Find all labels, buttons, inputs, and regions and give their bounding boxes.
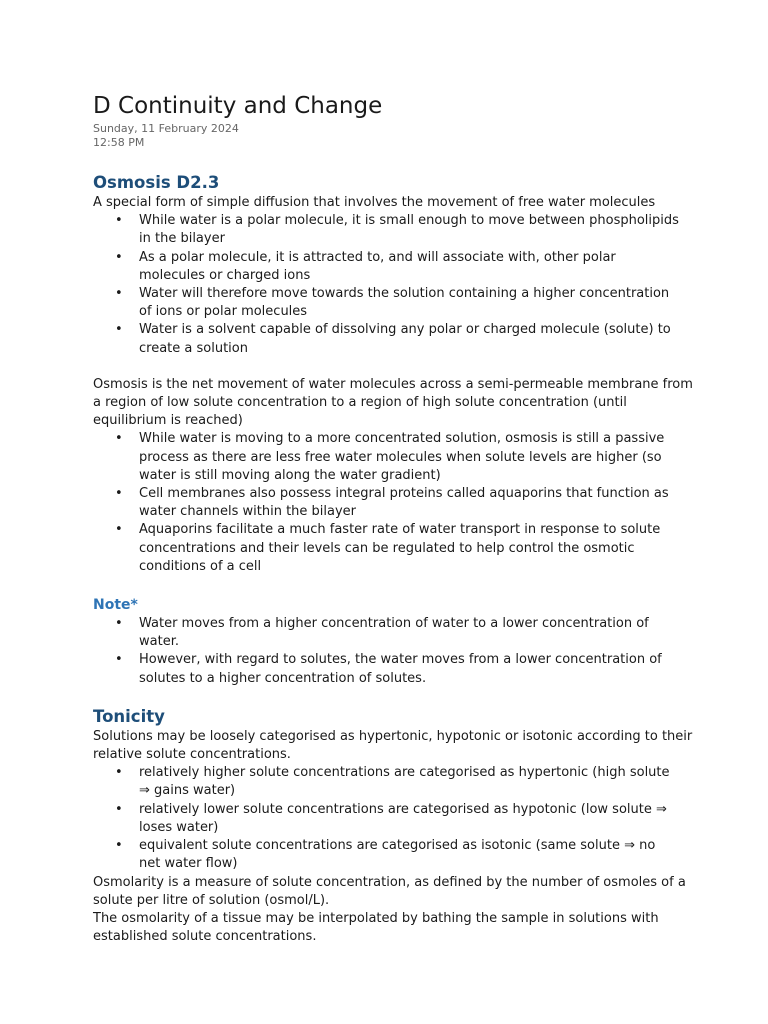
bullet-icon: • [115,322,123,338]
bullet-icon: • [115,616,123,632]
osmosis-bullet-list-2 [93,430,679,576]
list-item: • relatively higher solute concentrations are categorised as hypertonic (high solute ⇒ gains water) [115,765,670,799]
page-date: Sunday, 11 February 2024 [93,122,239,135]
list-item: • Water moves from a higher concentration of water to a lower concentration of water. [115,616,649,650]
osmosis-definition: Osmosis is the net movement of water molecules across a semi-permeable membrane from a region of low solute concentration to a region of high solute concentration (until equilibrium is reached) [93,376,693,429]
list-item: • While water is moving to a more concentrated solution, osmosis is still a passive process as there are less free water molecules when solute levels are higher (so water is still moving along the water gradient) [115,431,665,483]
list-item: • Water is a solvent capable of dissolving any polar or charged molecule (solute) to create a solution [115,322,671,356]
list-item: • As a polar molecule, it is attracted to, and will associate with, other polar molecules or charged ions [115,249,616,283]
page-time: 12:58 PM [93,136,145,149]
osmolarity-paragraph: Osmolarity is a measure of solute concentration, as defined by the number of osmoles of a solute per litre of solution (osmol/L). [93,874,686,908]
list-item: • However, with regard to solutes, the water moves from a lower concentration of solutes to a higher concentration of solutes. [115,652,662,686]
bullet-icon: • [115,652,123,668]
list-item: • While water is a polar molecule, it is small enough to move between phospholipids in the bilayer [115,213,679,247]
bullet-icon: • [115,286,123,302]
tonicity-intro: Solutions may be loosely categorised as hypertonic, hypotonic or isotonic according to their relative solute concentrations. [93,728,693,763]
bullet-icon: • [115,486,123,502]
note-bullet-list [93,615,679,688]
bullet-icon: • [115,213,123,229]
list-item: • Aquaporins facilitate a much faster rate of water transport in response to solute concentrations and their levels can be regulated to help control the osmotic conditions of a cell [115,522,661,574]
tonicity-heading: Tonicity [93,706,165,726]
list-item: • relatively lower solute concentrations are categorised as hypotonic (low solute ⇒ loses water) [115,801,667,835]
bullet-icon: • [115,765,123,781]
interpolation-paragraph: The osmolarity of a tissue may be interpolated by bathing the sample in solutions with established solute concentrations. [93,910,659,945]
list-item: • Cell membranes also possess integral proteins called aquaporins that function as water channels within the bilayer [115,486,669,520]
list-item: • Water will therefore move towards the solution containing a higher concentration of ions or polar molecules [115,286,670,320]
note-heading: Note* [93,597,138,614]
note-page [93,90,693,946]
bullet-icon: • [115,431,123,447]
tonicity-bullet-list [93,764,679,873]
bullet-icon: • [115,801,123,817]
page-title: D Continuity and Change [93,93,383,119]
osmosis-bullet-list [93,212,679,358]
list-item: • equivalent solute concentrations are categorised as isotonic (same solute ⇒ no net water flow) [115,838,656,872]
osmosis-heading: Osmosis D2.3 [93,173,220,192]
bullet-icon: • [115,522,123,538]
bullet-icon: • [115,838,123,854]
osmosis-intro: A special form of simple diffusion that involves the movement of free water molecules [93,195,656,210]
bullet-icon: • [115,249,123,265]
